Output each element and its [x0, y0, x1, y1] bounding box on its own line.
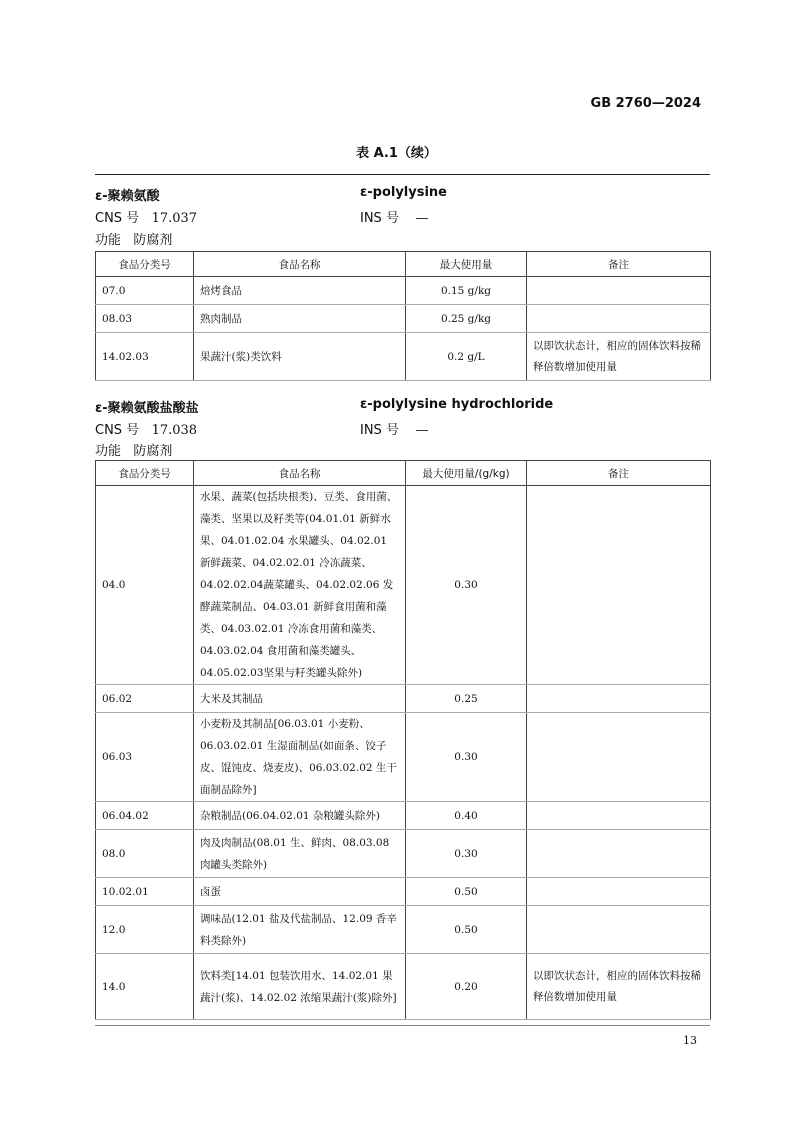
- cns-number: [95, 419, 197, 438]
- additive-name-en: ε-polylysine hydrochloride: [360, 397, 554, 412]
- col-header-food: 食品名称: [194, 252, 406, 277]
- cns-label: CNS 号: [95, 423, 140, 438]
- food-cell: 熟肉制品: [194, 305, 406, 333]
- table-row: [96, 954, 711, 1020]
- category-cell: 06.04.02: [96, 802, 194, 830]
- max-usage-cell: 0.2 g/L: [406, 333, 527, 381]
- food-cell: 小麦粉及其制品[06.03.01 小麦粉、06.03.02.01 生湿面制品(如面条、饺子皮、馄饨皮、烧麦皮)、06.03.02.02 生干面制品除外]: [194, 713, 406, 802]
- note-cell: [527, 486, 711, 685]
- food-cell: 饮料类[14.01 包装饮用水、14.02.01 果蔬汁(浆)、14.02.02 浓缩果蔬汁(浆)除外]: [194, 954, 406, 1020]
- table-row: [96, 713, 711, 802]
- function-line: [95, 440, 172, 459]
- col-header-category: 食品分类号: [96, 461, 194, 486]
- cns-value: 17.037: [151, 211, 198, 226]
- note-cell: [527, 802, 711, 830]
- category-cell: 08.0: [96, 830, 194, 878]
- max-usage-cell: 0.40: [406, 802, 527, 830]
- additive-name-en: ε-polylysine: [360, 185, 447, 200]
- category-cell: 04.0: [96, 486, 194, 685]
- col-header-note: 备注: [527, 461, 711, 486]
- food-cell: 果蔬汁(浆)类饮料: [194, 333, 406, 381]
- additive-name-cn: ε-聚赖氨酸盐酸盐: [95, 401, 199, 416]
- max-usage-cell: 0.20: [406, 954, 527, 1020]
- max-usage-cell: 0.25: [406, 685, 527, 713]
- footer-rule: [95, 1025, 710, 1026]
- ins-label: INS 号: [360, 423, 399, 438]
- category-cell: 12.0: [96, 906, 194, 954]
- function-label: 功能: [95, 233, 122, 248]
- food-cell: 焙烤食品: [194, 277, 406, 305]
- function-value: 防腐剂: [133, 233, 173, 248]
- table-row: [96, 906, 711, 954]
- note-cell: 以即饮状态计，相应的固体饮料按稀释倍数增加使用量: [527, 333, 711, 381]
- standard-code: GB 2760—2024: [590, 96, 701, 111]
- category-cell: 10.02.01: [96, 878, 194, 906]
- table-row: [96, 830, 711, 878]
- usage-table: [95, 251, 711, 381]
- table-row: [96, 802, 711, 830]
- cns-label: CNS 号: [95, 211, 140, 226]
- food-cell: 卤蛋: [194, 878, 406, 906]
- note-cell: [527, 277, 711, 305]
- max-usage-cell: 0.30: [406, 713, 527, 802]
- max-usage-cell: 0.50: [406, 878, 527, 906]
- ins-label: INS 号: [360, 211, 399, 226]
- col-header-food: 食品名称: [194, 461, 406, 486]
- note-cell: [527, 830, 711, 878]
- ins-number: [360, 207, 428, 226]
- col-header-category: 食品分类号: [96, 252, 194, 277]
- cns-value: 17.038: [151, 423, 198, 438]
- ins-number: [360, 419, 428, 438]
- cns-number: [95, 207, 197, 226]
- function-label: 功能: [95, 444, 122, 459]
- note-cell: [527, 713, 711, 802]
- table-row: [96, 878, 711, 906]
- function-value: 防腐剂: [133, 444, 173, 459]
- usage-table: [95, 460, 711, 1020]
- table-row: [96, 277, 711, 305]
- table-row: [96, 685, 711, 713]
- category-cell: 07.0: [96, 277, 194, 305]
- note-cell: 以即饮状态计，相应的固体饮料按稀释倍数增加使用量: [527, 954, 711, 1020]
- food-cell: 大米及其制品: [194, 685, 406, 713]
- table-row: [96, 333, 711, 381]
- table-row: [96, 305, 711, 333]
- food-cell: 水果、蔬菜(包括块根类)、豆类、食用菌、藻类、坚果以及籽类等(04.01.01 新鲜水果、04.01.02.04 水果罐头、04.02.01 新鲜蔬菜、04.02.02.01 冷冻蔬菜、04.02.02.04蔬菜罐头、04.02.02.06 发酵蔬菜制品、04.03.01 新鲜食用菌和藻类、04.03.02.01 冷冻食用菌和藻类、04.03.02.04 食用菌和藻类罐头、04.05.02.03坚果与籽类罐头除外): [194, 486, 406, 685]
- table-header-row: [96, 461, 711, 486]
- max-usage-cell: 0.15 g/kg: [406, 277, 527, 305]
- category-cell: 14.0: [96, 954, 194, 1020]
- max-usage-cell: 0.30: [406, 486, 527, 685]
- page-number: 13: [683, 1034, 697, 1047]
- food-cell: 调味品(12.01 盐及代盐制品、12.09 香辛料类除外): [194, 906, 406, 954]
- section-rule: [95, 174, 710, 175]
- col-header-max: 最大使用量/(g/kg): [406, 461, 527, 486]
- category-cell: 08.03: [96, 305, 194, 333]
- col-header-max: 最大使用量: [406, 252, 527, 277]
- food-cell: 杂粮制品(06.04.02.01 杂粮罐头除外): [194, 802, 406, 830]
- category-cell: 06.02: [96, 685, 194, 713]
- note-cell: [527, 906, 711, 954]
- max-usage-cell: 0.30: [406, 830, 527, 878]
- ins-value: —: [415, 211, 429, 226]
- col-header-note: 备注: [527, 252, 711, 277]
- max-usage-cell: 0.50: [406, 906, 527, 954]
- table-header-row: [96, 252, 711, 277]
- food-cell: 肉及肉制品(08.01 生、鲜肉、08.03.08 肉罐头类除外): [194, 830, 406, 878]
- note-cell: [527, 878, 711, 906]
- ins-value: —: [415, 423, 429, 438]
- additive-name-cn: ε-聚赖氨酸: [95, 189, 160, 204]
- table-row: [96, 486, 711, 685]
- note-cell: [527, 685, 711, 713]
- category-cell: 14.02.03: [96, 333, 194, 381]
- table-title: 表 A.1（续）: [356, 146, 437, 161]
- function-line: [95, 229, 172, 248]
- category-cell: 06.03: [96, 713, 194, 802]
- note-cell: [527, 305, 711, 333]
- max-usage-cell: 0.25 g/kg: [406, 305, 527, 333]
